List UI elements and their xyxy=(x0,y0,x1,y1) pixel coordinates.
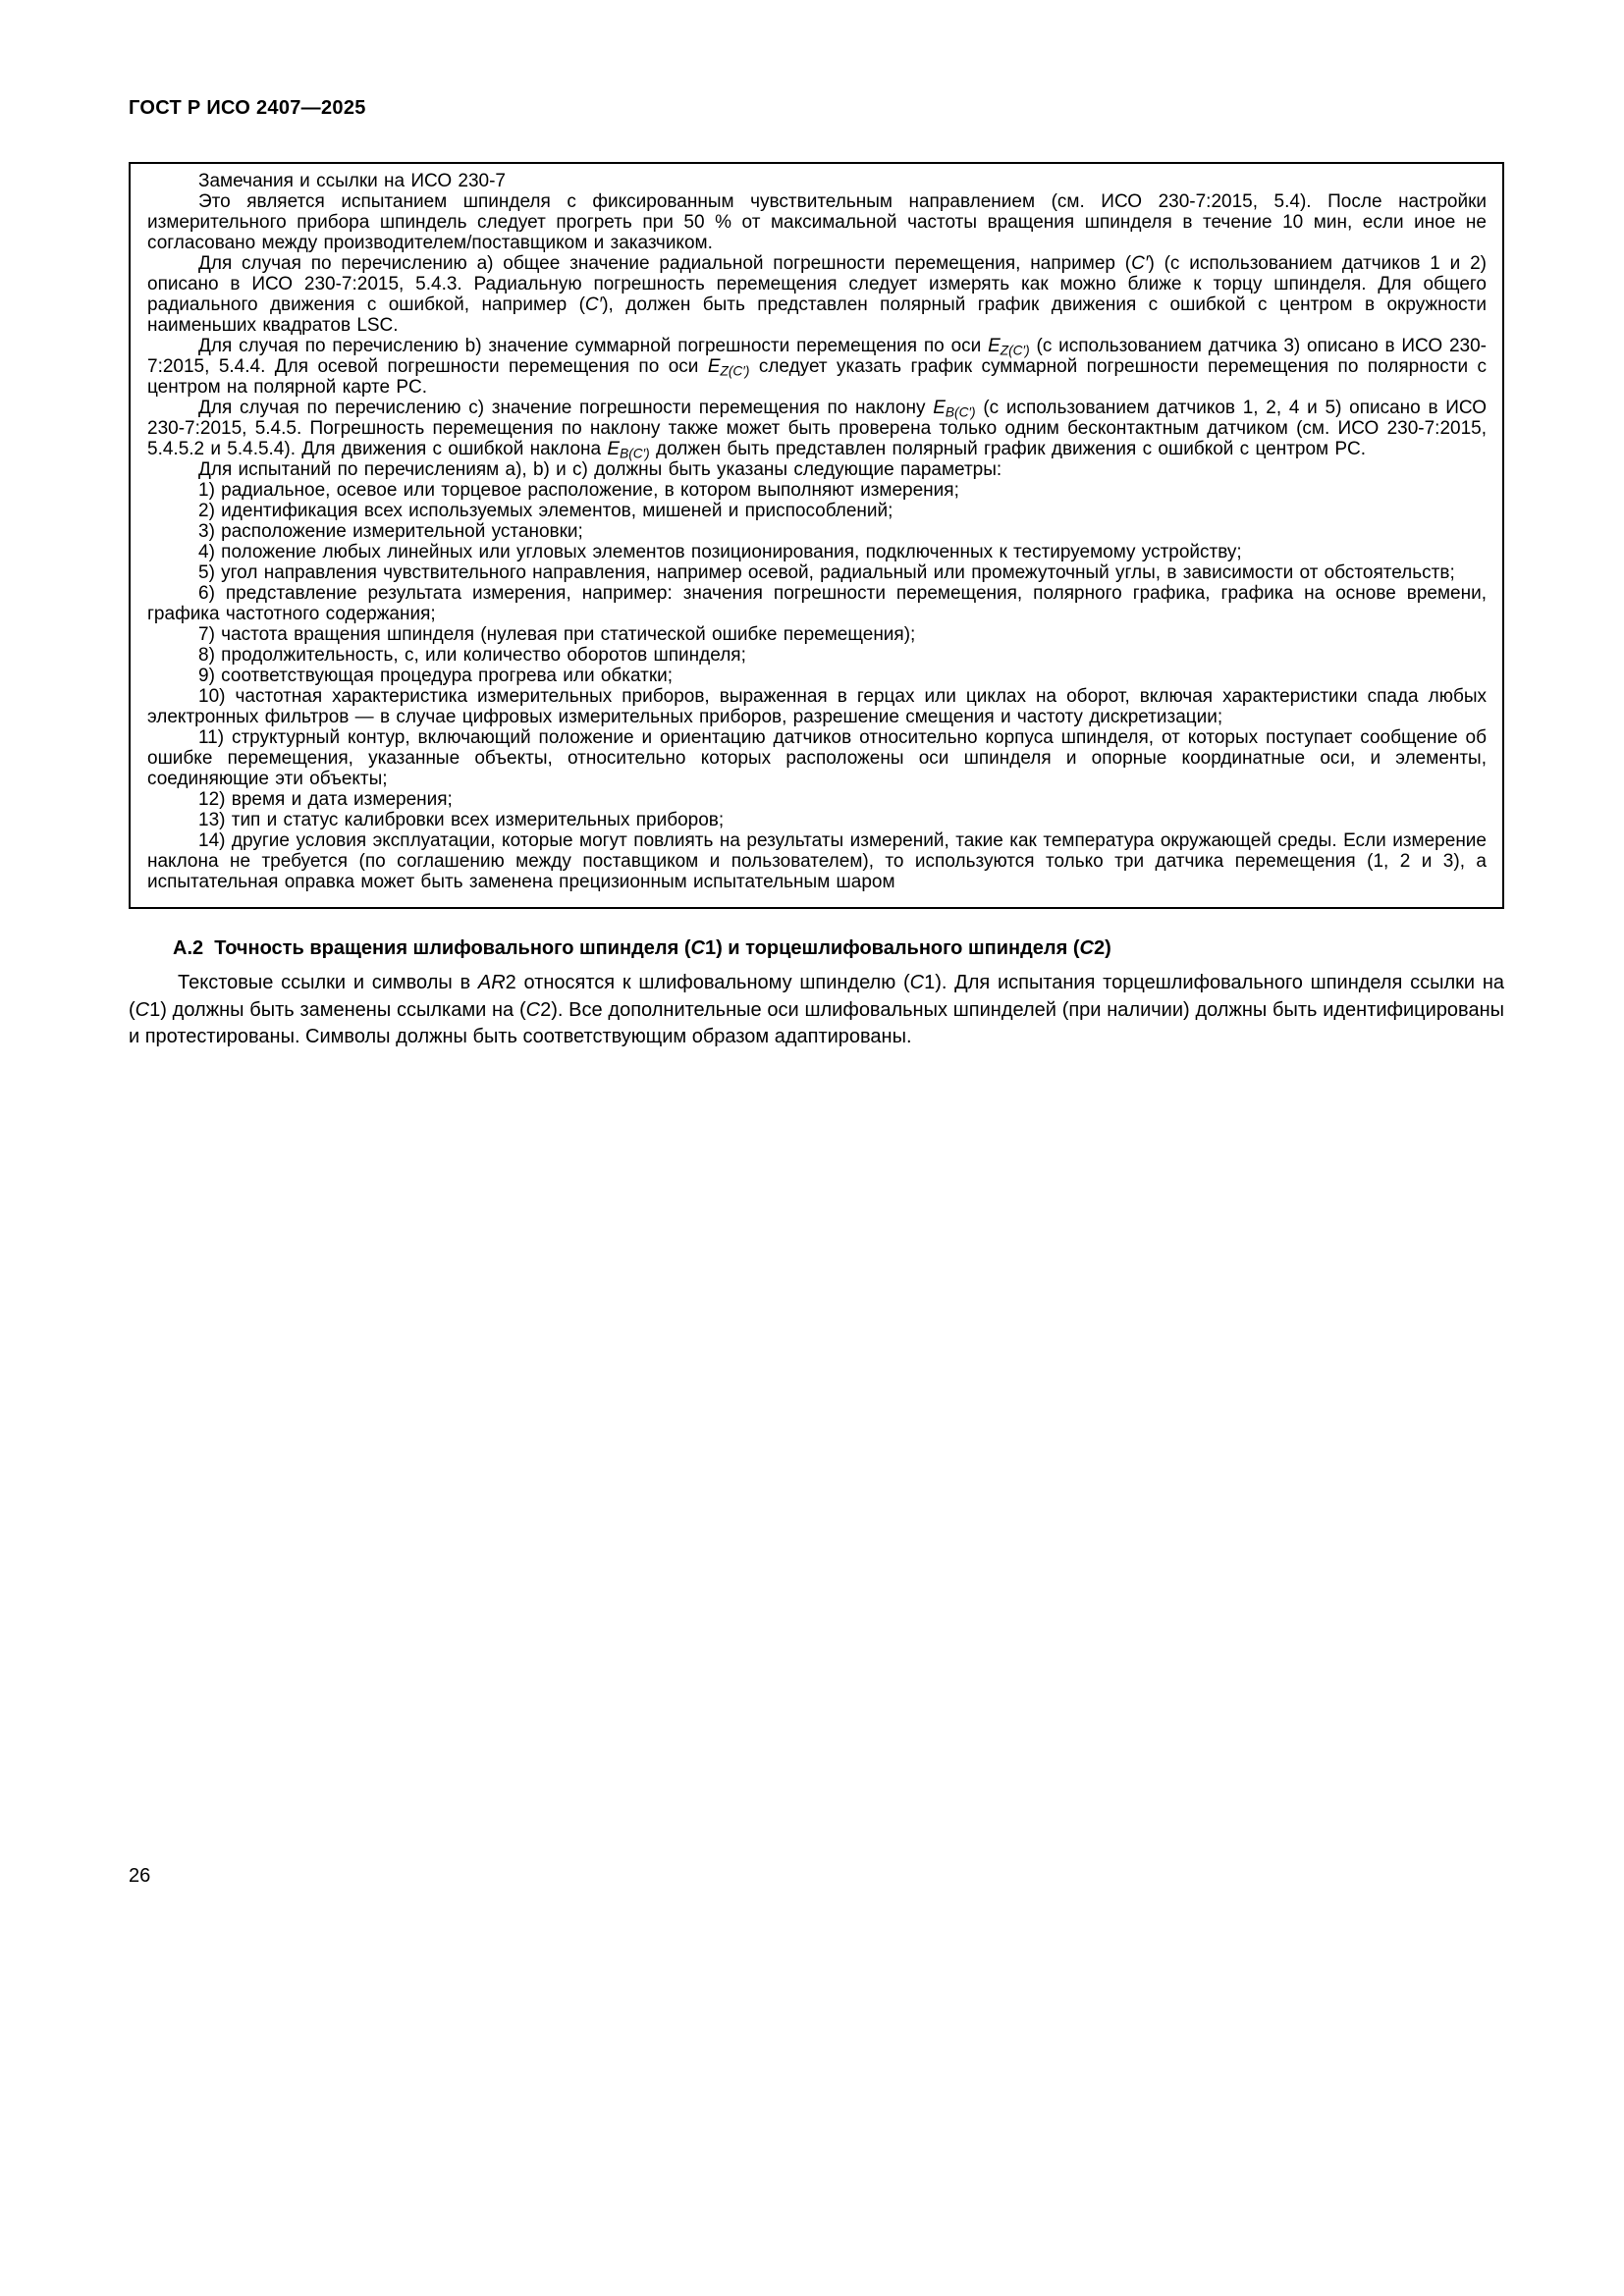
text-run: 6) представление результата измерения, например: значения погрешности перемещения, полярного графика, графика на основе времени, графика частотного содержания; xyxy=(147,583,1487,624)
page-number: 26 xyxy=(129,1865,151,1887)
note-paragraph xyxy=(147,459,1487,480)
note-paragraph xyxy=(147,686,1487,727)
text-run: 14) другие условия эксплуатации, которые могут повлиять на результаты измерений, такие как температура окружающей среды. Если измерение наклона не требуется (по соглашению между поставщиком и пользователем), то используются только три датчика перемещения (1, 2 и 3), а испытательная оправка может быть заменена прецизионным испытательным шаром xyxy=(147,830,1487,892)
text-run: 12) время и дата измерения; xyxy=(198,789,453,810)
subscript-run: B(C′) xyxy=(945,404,976,420)
text-run: 2) xyxy=(1093,937,1111,959)
text-run: 1). Для испытания торцешлифовального шпинделя ссылки на ( xyxy=(129,972,1504,1021)
subscript-run: Z(C′) xyxy=(1000,343,1030,358)
text-run: Это является испытанием шпинделя с фиксированным чувствительным направлением (см. ИСО 230-7:2015, 5.4). После настройки измерительного прибора шпиндель следует прогреть при 50 % от максимальной частоты вращения шпинделя в течение 10 мин, если иное не согласовано между производителем/поставщиком и заказчиком. xyxy=(147,191,1487,253)
section-a2-heading xyxy=(129,935,1504,961)
text-run: ) (с использованием датчиков 1 и 2) описано в ИСО 230-7:2015, 5.4.3. Радиальную погрешность перемещения следует измерять как можно ближе к торцу шпинделя. Для общего радиального движения с ошибкой, например ( xyxy=(147,253,1487,315)
text-run: C xyxy=(909,972,925,993)
note-paragraph xyxy=(147,562,1487,583)
text-run: (с использованием датчика 3) описано в ИСО 230-7:2015, 5.4.4. Для осевой погрешности перемещения по оси xyxy=(147,336,1487,377)
text-run: 2) идентификация всех используемых элементов, мишеней и приспособлений; xyxy=(198,501,893,521)
note-paragraph xyxy=(147,583,1487,624)
text-run: AR xyxy=(477,972,506,993)
text-run: А.2 Точность вращения шлифовального шпинделя ( xyxy=(173,937,691,959)
text-run: 2 относятся к шлифовальному шпинделю ( xyxy=(505,972,910,993)
section-a2-paragraph xyxy=(129,970,1504,1051)
text-run: (с использованием датчиков 1, 2, 4 и 5) описано в ИСО 230-7:2015, 5.4.5. Погрешность перемещения по наклону также может быть проверена только одним бесконтактным датчиком (см. ИСО 230-7:2015, 5.4.5.2 и 5.4.5.4). Для движения с ошибкой наклона xyxy=(147,398,1488,459)
note-paragraph xyxy=(147,336,1487,398)
text-run: E xyxy=(707,356,721,377)
note-paragraph xyxy=(147,398,1487,459)
text-run: 13) тип и статус калибровки всех измерительных приборов; xyxy=(198,810,725,830)
text-run: C′ xyxy=(1131,253,1149,274)
text-run: 1) и торцешлифовального шпинделя ( xyxy=(704,937,1080,959)
text-run: 10) частотная характеристика измерительных приборов, выраженная в герцах или циклах на оборот, включая характеристики спада любых электронных фильтров — в случае цифровых измерительных приборов, разрешение смещения и частоту дискретизации; xyxy=(147,686,1487,727)
notes-frame-content xyxy=(147,171,1487,892)
note-paragraph xyxy=(147,542,1487,562)
note-paragraph xyxy=(147,521,1487,542)
note-paragraph xyxy=(147,727,1487,789)
note-paragraph xyxy=(147,666,1487,686)
text-run: Для случая по перечислению a) общее значение радиальной погрешности перемещения, например ( xyxy=(198,253,1132,274)
note-paragraph xyxy=(147,830,1487,892)
text-run: Замечания и ссылки на ИСО 230-7 xyxy=(198,171,506,191)
text-run: Для случая по перечислению b) значение суммарной погрешности перемещения по оси xyxy=(198,336,989,356)
text-run: должен быть представлен полярный график движения с ошибкой с центром PC. xyxy=(649,439,1367,459)
text-run: C′ xyxy=(584,294,603,315)
note-paragraph xyxy=(147,624,1487,645)
subscript-run: Z(C′) xyxy=(720,363,750,379)
text-run: ), должен быть представлен полярный график движения с ошибкой с центром в окружности наименьших квадратов LSC. xyxy=(147,294,1487,336)
note-paragraph xyxy=(147,253,1487,336)
text-run: E xyxy=(607,439,621,459)
note-paragraph xyxy=(147,810,1487,830)
text-run: C xyxy=(525,998,541,1021)
text-run: следует указать график суммарной погрешности перемещения по полярности с центром на полярной карте PC. xyxy=(147,356,1488,398)
subscript-run: B(C′) xyxy=(620,446,650,461)
text-run: 1) радиальное, осевое или торцевое расположение, в котором выполняют измерения; xyxy=(198,480,959,501)
note-paragraph xyxy=(147,789,1487,810)
note-paragraph xyxy=(147,501,1487,521)
text-run: Для испытаний по перечислениям a), b) и c) должны быть указаны следующие параметры: xyxy=(198,459,1002,480)
notes-frame xyxy=(129,162,1504,909)
text-run: C xyxy=(1079,937,1094,959)
document-header-title: ГОСТ Р ИСО 2407—2025 xyxy=(129,97,366,119)
text-run: Текстовые ссылки и символы в xyxy=(178,972,478,993)
text-run: 1) должны быть заменены ссылками на ( xyxy=(149,998,526,1021)
note-paragraph xyxy=(147,480,1487,501)
text-run: 3) расположение измерительной установки; xyxy=(198,521,583,542)
text-run: 7) частота вращения шпинделя (нулевая при статической ошибке перемещения); xyxy=(198,624,916,645)
text-run: 2). Все дополнительные оси шлифовальных шпинделей (при наличии) должны быть идентифицированы и протестированы. Символы должны быть соответствующим образом адаптированы. xyxy=(129,998,1505,1047)
text-run: E xyxy=(988,336,1001,356)
text-run: 11) структурный контур, включающий положение и ориентацию датчиков относительно корпуса шпинделя, от которых поступает сообщение об ошибке перемещения, указанные объекты, относительно которых расположены оси шпинделя и опорные координатные оси, и элементы, соединяющие эти объекты; xyxy=(147,727,1487,789)
text-run: C xyxy=(690,937,705,959)
text-run: E xyxy=(933,398,946,418)
text-run: 8) продолжительность, с, или количество оборотов шпинделя; xyxy=(198,645,746,666)
text-run: C xyxy=(135,998,150,1021)
note-paragraph xyxy=(147,645,1487,666)
note-paragraph xyxy=(147,171,1487,191)
text-run: 5) угол направления чувствительного направления, например осевой, радиальный или промежуточный углы, в зависимости от обстоятельств; xyxy=(198,562,1455,583)
note-paragraph xyxy=(147,191,1487,253)
text-run: 9) соответствующая процедура прогрева или обкатки; xyxy=(198,666,674,686)
text-run: 4) положение любых линейных или угловых элементов позиционирования, подключенных к тестируемому устройству; xyxy=(198,542,1242,562)
text-run: Для случая по перечислению c) значение погрешности перемещения по наклону xyxy=(198,398,934,418)
